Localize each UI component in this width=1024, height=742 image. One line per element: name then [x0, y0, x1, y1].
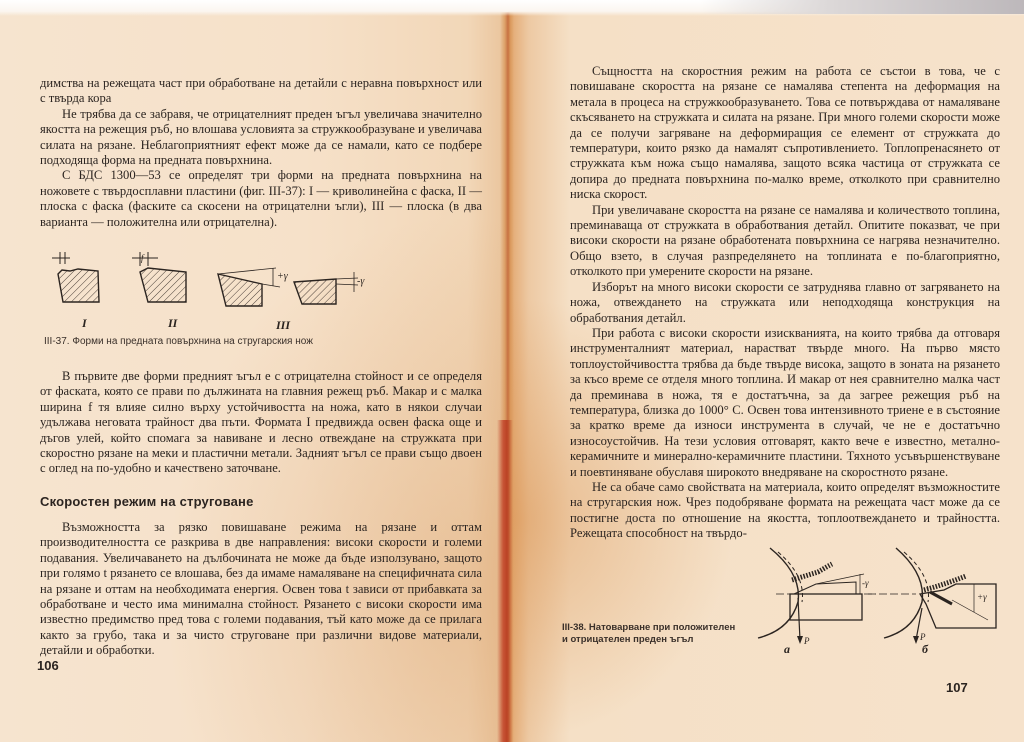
minus-gamma-label: -γ	[357, 276, 365, 287]
left-page	[0, 0, 508, 742]
paragraph: Възможността за рязко повишаване режима на рязане и оттам производителността се разкрива в две направления: високи скорости и големи подавания. Увеличаването на дълбочината не може да бъде използувано, защото при голямо t рязането се влошава, без да имаме намаляване на специфичната сила на рязане и оттам на необходимата енергия. Освен това t зависи от прибавката за обработване и често има минимална стойност. Рязането с високи скорости има известно предимство пред това с големи подавания, тъй като може да се прилага както за грубо, така и за чисто струговане при различни видове материали, детайли и обработки.	[40, 520, 482, 658]
plus-gamma-label: +γ	[277, 271, 288, 282]
figure-iii-37	[40, 248, 440, 332]
plus-gamma-label: +γ	[977, 592, 987, 602]
page-number-right: 107	[946, 680, 968, 695]
force-label-a: P	[804, 636, 810, 646]
figure-iii-38-caption	[562, 622, 735, 646]
caption-line: III-38. Натоварване при положителен	[562, 622, 736, 633]
figure-label-i: I	[82, 316, 87, 330]
figure-label-b: б	[922, 642, 928, 656]
spine-stain	[497, 420, 513, 742]
figure-label-iii: III	[276, 318, 291, 332]
section-heading: Скоростен режим на струговане	[40, 494, 254, 509]
figure-label-a: а	[784, 642, 790, 656]
left-mid-text	[40, 369, 482, 477]
figure-iii-37-caption: III-37. Форми на предната повърхнина на стругарския нож	[44, 336, 313, 347]
figure-label-ii: II	[168, 316, 178, 330]
right-text	[570, 64, 1000, 542]
right-page	[508, 0, 1024, 742]
paragraph: Не трябва да се забравя, че отрицателният преден ъгъл увеличава значително якостта на режещия ръб, но влошава условията за стружкообразуване и увеличава силата на рязане. Неблагоприятният ефект може да се намали, като се подбере подходяща форма на предната повърхнина.	[40, 106, 482, 168]
minus-gamma-label: -γ	[862, 578, 869, 588]
caption-line: и отрицателен преден ъгъл	[562, 634, 694, 645]
figure-iii-38	[756, 544, 1016, 654]
page-number-left: 106	[37, 658, 59, 673]
tool-rake-forms-diagram	[40, 248, 440, 328]
paragraph: Изборът на много високи скорости се затруднява главно от загряването на ножа, отвеждането на стружката или неподходяща конструкция на обработвания детайл.	[570, 279, 1000, 325]
left-top-text	[40, 76, 482, 230]
paragraph: При работа с високи скорости изискванията, на които трябва да отговаря инструменталният материал, нарастват твърде много. На първо място топлоустойчивостта трябва да бъде твърде висока, защото в зоната на рязането за късо време се отделя много топлина. И макар от нея сравнително малка част да преминава в ножа, тя е достатъчна, за да загрее режещия ръб на температура, близка до 1000° С. Освен това интензивното триене е в състояние за кратко време да износи инструмента в случай, че не е достатъчно износоустойчив. На тези условия отговарят, както вече е известно, метално-керамичните и минерално-керамичните пластини. Тяхното усъвършенствуване и поевтиняване обуславя широкото внедряване на скоростното рязане.	[570, 325, 1000, 479]
tool-loading-diagram	[756, 544, 1016, 654]
f-label: f	[141, 253, 144, 263]
paragraph: С БДС 1300—53 се определят три форми на предната повърхнина на ножовете с твърдосплавни пластини (фиг. III-37): I — криволинейна с фаска, II — плоска с фаска (фаските са скосени на отрицателни ъгли), III — плоска (в два варианта — положителна или отрицателна).	[40, 168, 482, 229]
top-edge-shadow	[700, 0, 1024, 14]
paragraph: Не са обаче само свойствата на материала, които определят възможностите на стругарския нож. Чрез подобряване формата на режещата част може да се постигне доста по отношение на якостта, топлоотвеждането и трайността. Режещата способност на твърдо-	[570, 479, 1000, 541]
left-section-text	[40, 520, 482, 659]
paragraph: В първите две форми предният ъгъл е с отрицателна стойност и се определя от фаската, която се прави по дължината на главния режещ ръб. Макар и с малка ширина f тя влияе силно върху устойчивостта на ножа, като в някои случаи удължава неговата трайност два пъти. Формата I предвижда освен фаска още и дъгов улей, който спомага за навиване и лесно отвеждане на стружката при скоростно рязане на меки и пластични метали. Задният ъгъл се прави също двоен с оглед на по-удобно и качествено заточване.	[40, 369, 482, 476]
paragraph: димства на режещата част при обработване на детайли с неравна повърхност или с твърда кора	[40, 76, 482, 106]
paragraph: При увеличаване скоростта на рязане се намалява и количеството топлина, преминаваща от стружката в обработвания детайл. Опитите показват, че при високи скорости на рязане обработената повърхнина се нагрява незначително. Общо взето, в случая разпределянето на топлината е по-благоприятно, отколкото при умерените скорости на рязане.	[570, 202, 1000, 279]
force-label-b: P	[920, 632, 926, 642]
paragraph: Същността на скоростния режим на работа се състои в това, че с повишаване скоростта на рязане се намалява степента на деформация на метала в процеса на стружкообразуването. Това се потвърждава от намаляване скъсяването на стружката и силата на рязане. При много големи скорости може да се получи загряване на деформиращия се елемент от стружката до температури, които рязко да намалят съпротивлението. Топлопренасянето от стружката към ножа също намалява, защото всяка частица от стружката се допира до предната повърхнина по-малко време, отколкото при сравнително ниска скорост.	[570, 64, 1000, 202]
